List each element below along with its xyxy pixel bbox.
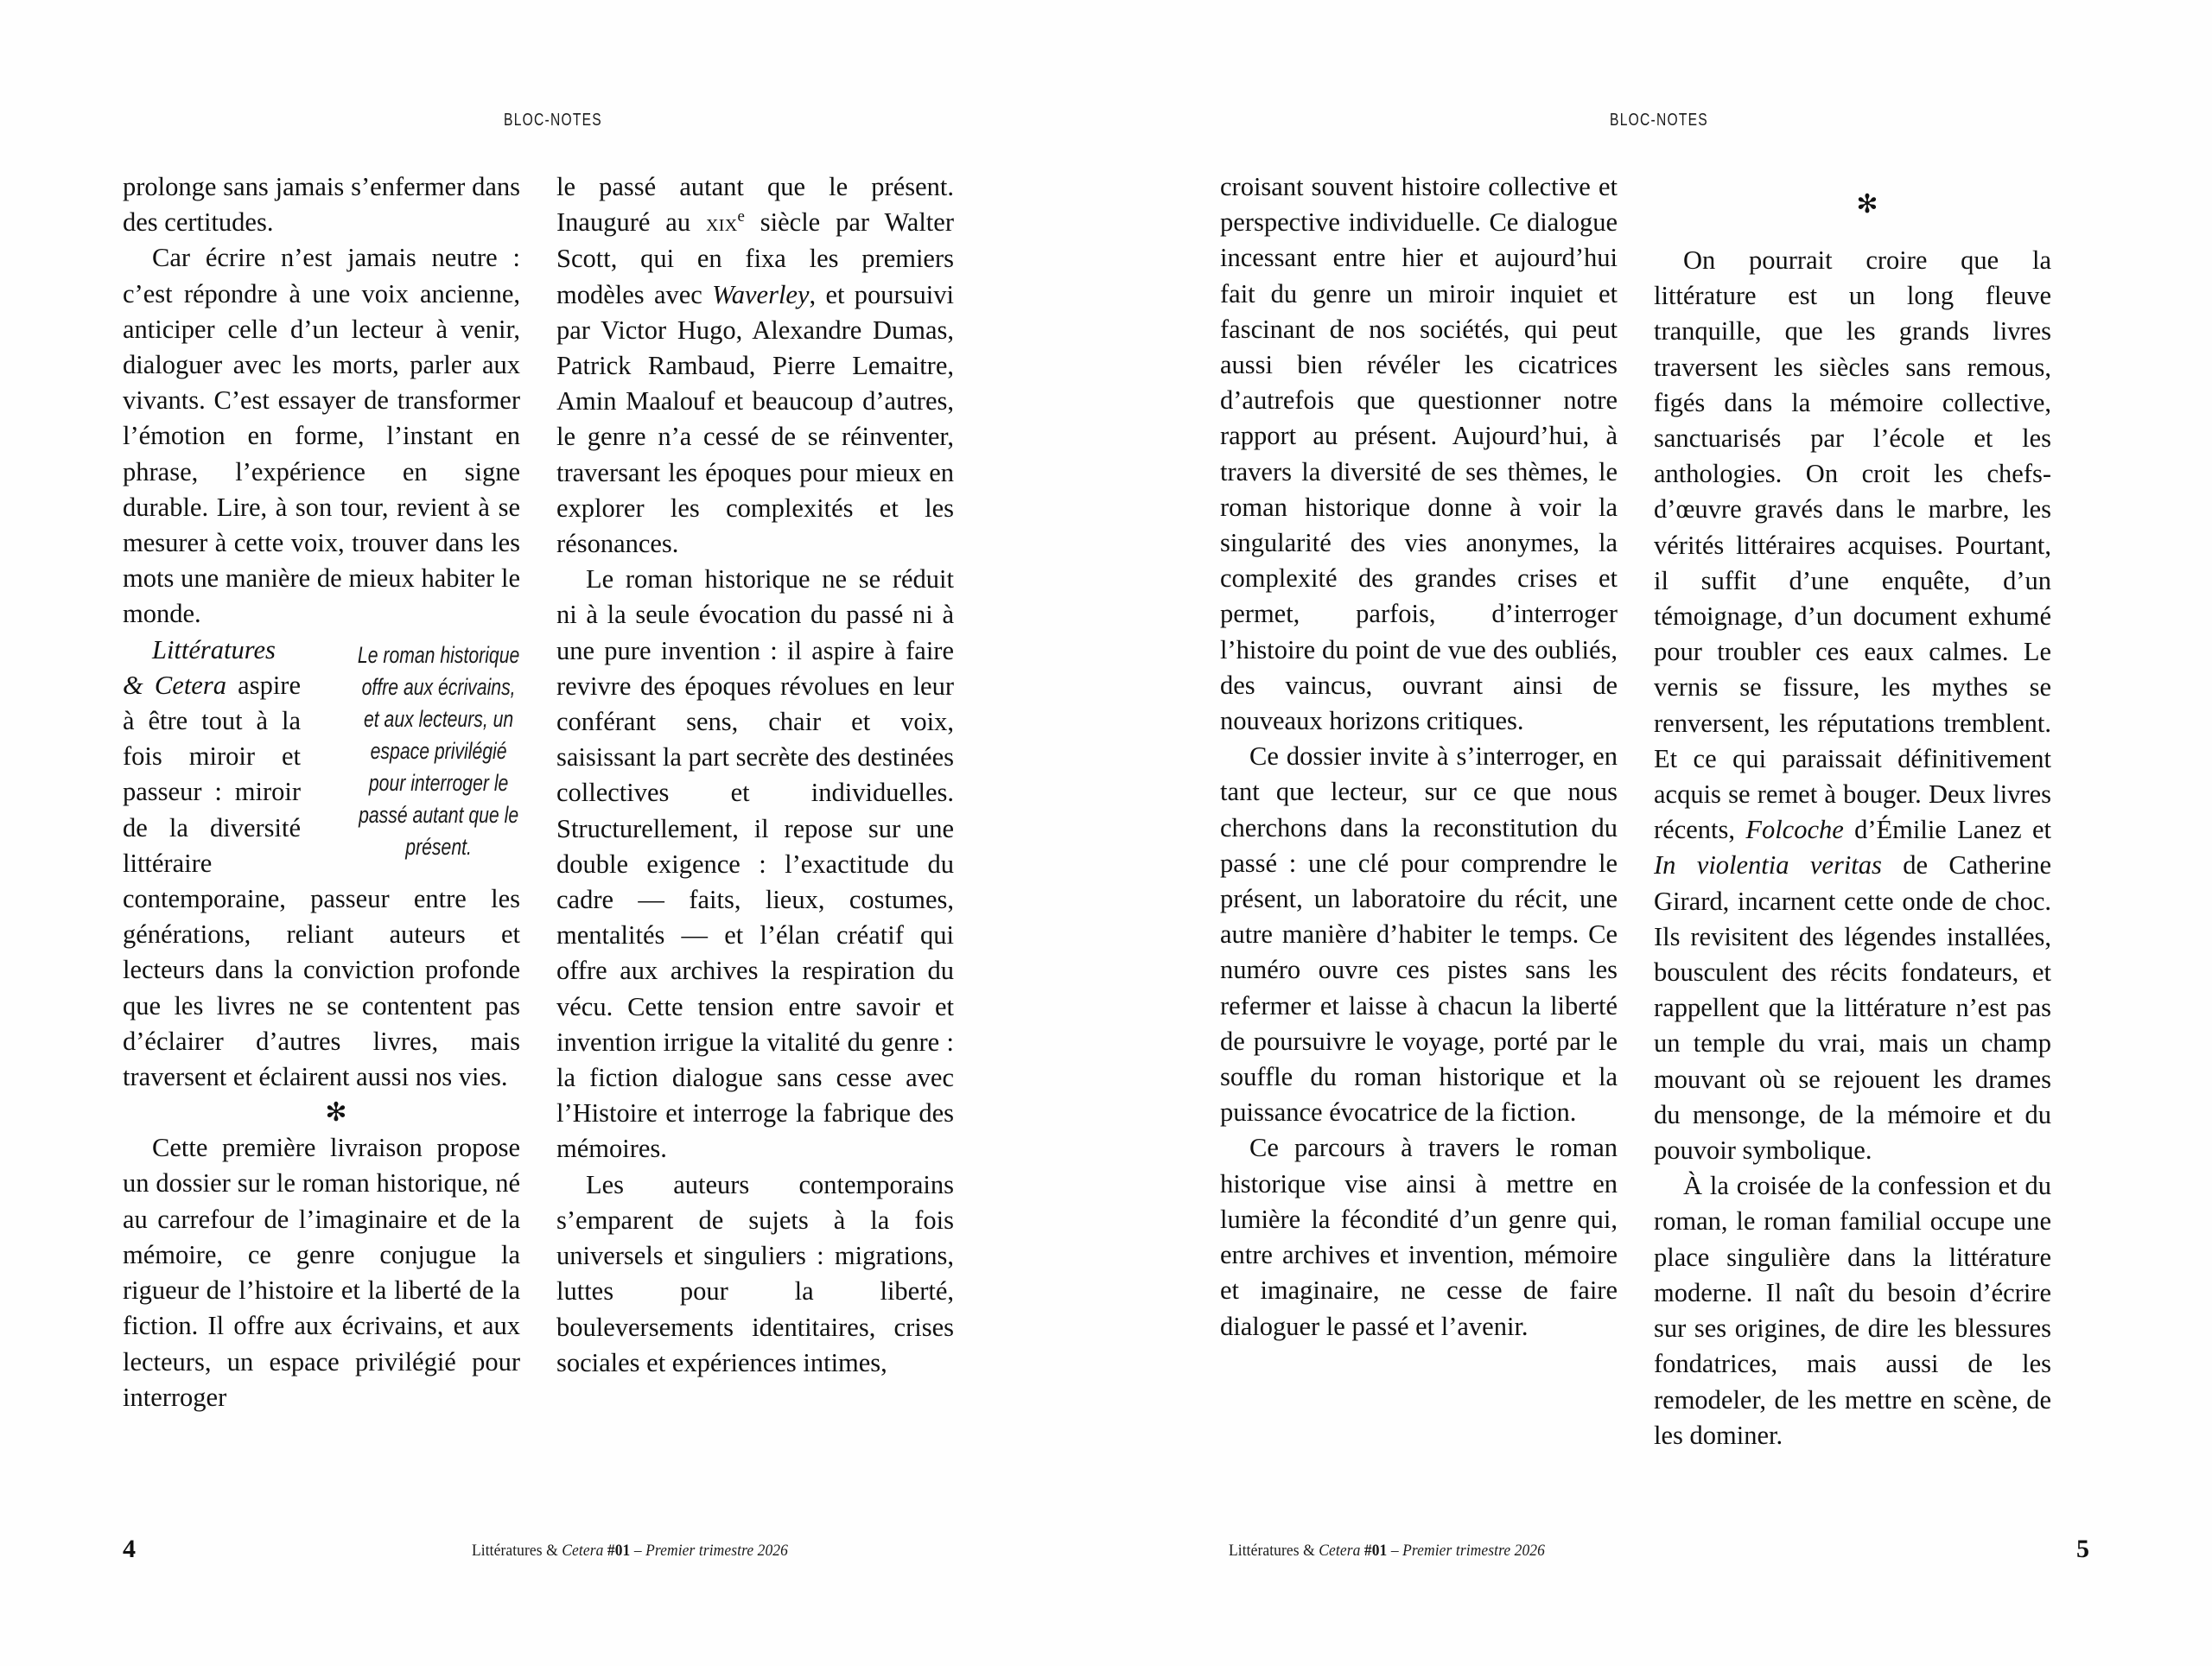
- text-run: le passé autant que le présent. Inauguré au: [556, 172, 954, 238]
- paragraph: Le roman historique ne se réduit ni à la seule évocation du passé ni à une pure invention : il aspire à faire revivre des époques révolues en leur conférant sens, chair et voix, saisissant la part secrète des destinées collectives et individuelles. Structurellement, il repose sur une double exigence : l’exactitude du cadre — faits, lieux, costumes, mentalités — et l’élan créatif qui offre aux archives la respiration du vécu. Cette tension entre savoir et invention irrigue la vitalité du genre : la fiction dialogue sans cesse avec l’Histoire et interroge la fabrique des mémoires.: [556, 564, 954, 1164]
- column-4: [1654, 169, 2051, 1448]
- page-gutter: [1106, 0, 1107, 1666]
- column-grid-right: [1220, 169, 2089, 1448]
- colophon-issue: #01: [603, 1542, 631, 1560]
- ordinal-suffix: e: [737, 207, 745, 226]
- paragraph: À la croisée de la confession et du roman, le roman familial occupe une place singulière dans la littérature moderne. Il naît du besoin d’écrire sur ses origines, de dire les blessures fondatrices, mais aussi de les remodeler, de les mettre en scène, de les dominer.: [1654, 1171, 2051, 1450]
- colophon-title: Cetera: [1319, 1542, 1361, 1560]
- pull-quote: Le roman historique offre aux écrivains, et aux lecteurs, un espace privilégié pour interroger le passé autant que le présent.: [357, 641, 520, 860]
- running-head-left: BLOC-NOTES: [504, 111, 602, 130]
- paragraph-with-book-titles: [1654, 243, 2051, 1168]
- page-number-left: 4: [123, 1535, 136, 1563]
- paragraph: Ce parcours à travers le roman historique vise ainsi à mettre en lumière la fécondité d’un genre qui, entre archives et invention, mémoire et imaginaire, ne cesse de faire dialoguer le passé et l’avenir.: [1220, 1133, 1618, 1341]
- column-grid-left: [123, 169, 992, 1448]
- footer-left: [123, 1529, 983, 1564]
- footer-right: [1229, 1529, 2089, 1564]
- text-run: siècle par Walter Scott, qui en fixa les premiers modèles avec: [556, 207, 954, 309]
- text-run: de Catherine Girard, incarnent cette onde de choc. Ils revisitent des légendes installées, bousculent des récits fondateurs, et rappellent que la littérature n’est pas un temple du vrai, mais un champ mouvant où se rejouent les drames du mensonge, de la mémoire et du pouvoir symbolique.: [1654, 850, 2051, 1166]
- column-3: [1220, 169, 1618, 1448]
- century-smallcaps: xix: [706, 210, 738, 238]
- book-title-waverley: Waverley: [712, 279, 810, 309]
- colophon-dash: –: [1387, 1542, 1403, 1560]
- text-run: d’Émilie Lanez et: [1843, 815, 2051, 845]
- colophon-title: Cetera: [562, 1542, 604, 1560]
- book-title-folcoche: Folcoche: [1745, 815, 1844, 845]
- paragraph-continuation: [556, 169, 954, 562]
- colophon-left: [472, 1542, 788, 1561]
- page-number-right: 5: [2076, 1535, 2089, 1563]
- colophon-issue: #01: [1360, 1542, 1388, 1560]
- paragraph-continuation: prolonge sans jamais s’enfermer dans des certitudes.: [123, 172, 520, 238]
- text-run: On pourrait croire que la littérature est un long fleuve tranquille, que les grands livres traversent les siècles sans remous, figés dans la mémoire collective, sanctuarisés par l’école et les anthologies. On croit les chefs-d’œuvre gravés dans le marbre, les vérités littéraires acquises. Pourtant, il suffit d’une enquête, d’un témoignage, d’un document exhumé pour troubler ces eaux calmes. Le vernis se fissure, les mythes se renversent, les réputations tremblent. Et ce qui paraissait définitivement acquis se remet à bouger. Deux livres récents,: [1654, 245, 2051, 845]
- paragraph: Les auteurs contemporains s’emparent de sujets à la fois universels et singuliers : migrations, luttes pour la liberté, bouleversements identitaires, crises sociales et expériences intimes,: [556, 1169, 954, 1377]
- colophon-prefix: Littératures &: [1229, 1542, 1319, 1560]
- colophon-right: [1229, 1542, 1545, 1561]
- paragraph-text: aspire à être tout à la fois miroir et passeur : miroir de la diversité littéraire contemporaine, passeur entre les générations, reliant auteurs et lecteurs dans la conviction profonde que les livres ne se contentent pas d’éclairer d’autres livres, mais traversent et éclairent aussi nos vies.: [123, 670, 520, 1092]
- column-2: [556, 169, 954, 1448]
- journal-title-inline: Littératures & Cetera: [123, 634, 276, 700]
- colophon-prefix: Littératures &: [472, 1542, 563, 1560]
- paragraph: Cette première livraison propose un dossier sur le roman historique, né au carrefour de l’imaginaire et de la mémoire, ce genre conjugue la rigueur de l’histoire et la liberté de la fiction. Il offre aux écrivains, et aux lecteurs, un espace privilégié pour interroger: [123, 1133, 520, 1412]
- book-title-in-violentia-veritas: In violentia veritas: [1654, 850, 1882, 881]
- text-run: , et poursuivi par Victor Hugo, Alexandre Dumas, Patrick Rambaud, Pierre Lemaitre, Amin Maalouf et beaucoup d’autres, le genre n’a cessé de se réinventer, traversant les époques pour mieux en explorer les complexités et les résonances.: [556, 279, 954, 559]
- paragraph: Ce dossier invite à s’interroger, en tant que lecteur, sur ce que nous cherchons dans la reconstitution du passé : une clé pour comprendre le présent, un laboratoire du récit, une autre manière d’habiter le temps. Ce numéro ouvre ces pistes sans les refermer et laisse à chacun la liberté de poursuivre le voyage, porté par le souffle du roman historique et la puissance évocatrice de la fiction.: [1220, 741, 1618, 1128]
- page-right: [1106, 0, 2212, 1666]
- colophon-dash: –: [630, 1542, 646, 1560]
- colophon-period: Premier trimestre 2026: [1402, 1542, 1545, 1560]
- section-separator-asterisk: ✻: [1856, 190, 1878, 219]
- paragraph: Car écrire n’est jamais neutre : c’est répondre à une voix ancienne, anticiper celle d’un lecteur à venir, dialoguer avec les morts, parler aux vivants. C’est essayer de transformer l’émotion en forme, l’instant en phrase, l’expérience en signe durable. Lire, à son tour, revient à se mesurer à cette voix, trouver dans les mots une manière de mieux habiter le monde.: [123, 243, 520, 629]
- running-head-right: BLOC-NOTES: [1610, 111, 1708, 130]
- colophon-period: Premier trimestre 2026: [645, 1542, 788, 1560]
- section-separator-asterisk: ✻: [325, 1098, 347, 1128]
- column-1: [123, 169, 520, 1448]
- paragraph-continuation: croisant souvent histoire collective et perspective individuelle. Ce dialogue incessant entre hier et aujourd’hui fait du genre un miroir inquiet et fascinant de nos sociétés, qui peut aussi bien révéler les cicatrices d’autrefois que questionner notre rapport au présent. Aujourd’hui, à travers la diversité de ses thèmes, le roman historique donne à voir la singularité des vies anonymes, la complexité des grandes crises et permet, parfois, d’interroger l’histoire du point de vue des oubliés, des vaincus, ouvrant ainsi de nouveaux horizons critiques.: [1220, 172, 1618, 736]
